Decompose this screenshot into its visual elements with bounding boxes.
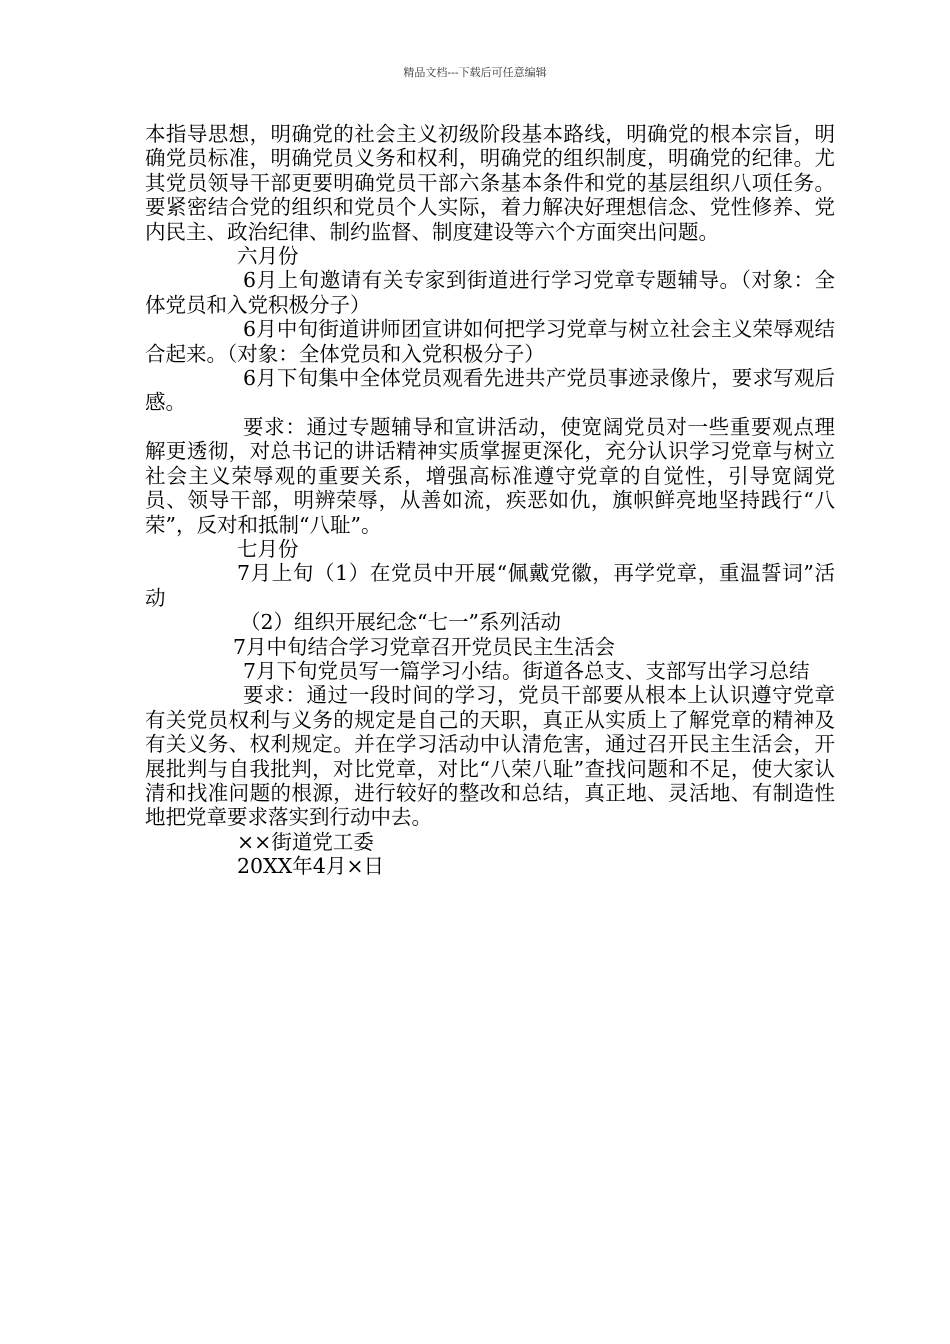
- paragraph-june-mid: 6月中旬街道讲师团宣讲如何把学习党章与树立社会主义荣辱观结合起来。（对象：全体党员和入党积极分子）: [145, 317, 835, 366]
- paragraph-july-early-item2: （2）组织开展纪念“七一”系列活动: [240, 610, 562, 635]
- signature-date: 20XX年4月×日: [237, 854, 384, 879]
- paragraph-july-mid: 7月中旬结合学习党章召开党员民主生活会: [233, 634, 616, 659]
- paragraph-guiding-thought: 本指导思想，明确党的社会主义初级阶段基本路线，明确党的根本宗旨，明确党员标准，明确党员义务和权利，明确党的组织制度，明确党的纪律。尤其党员领导干部更要明确党员干部六条基本条件和党的基层组织八项任务。要紧密结合党的组织和党员个人实际，着力解决好理想信念、党性修养、党内民主、政治纪律、制约监督、制度建设等六个方面突出问题。: [145, 122, 835, 244]
- paragraph-june-requirements: 要求：通过专题辅导和宣讲活动，使宽阔党员对一些重要观点理解更透彻，对总书记的讲话精神实质掌握更深化，充分认识学习党章与树立社会主义荣辱观的重要关系，增强高标准遵守党章的自觉性，引导宽阔党员、领导干部，明辨荣辱，从善如流，疾恶如仇，旗帜鲜亮地坚持践行“八荣”，反对和抵制“八耻”。: [145, 414, 835, 537]
- signature-organization: ××街道党工委: [237, 829, 374, 854]
- document-body: [145, 122, 835, 879]
- page-header: 精品文档---下载后可任意编辑: [403, 66, 547, 79]
- paragraph-june-late: 6月下旬集中全体党员观看先进共产党员事迹录像片，要求写观后感。: [145, 366, 835, 415]
- section-heading-june: 六月份: [237, 244, 299, 269]
- paragraph-june-early: 6月上旬邀请有关专家到街道进行学习党章专题辅导。（对象：全体党员和入党积极分子）: [145, 268, 835, 317]
- paragraph-july-early: 7月上旬（1）在党员中开展“佩戴党徽，再学党章，重温誓词”活动: [145, 561, 835, 610]
- paragraph-july-requirements: 要求：通过一段时间的学习，党员干部要从根本上认识遵守党章有关党员权利与义务的规定是自己的天职，真正从实质上了解党章的精神及有关义务、权利规定。并在学习活动中认清危害，通过召开民主生活会，开展批判与自我批判，对比党章，对比“八荣八耻”查找问题和不足，使大家认清和找准问题的根源，进行较好的整改和总结，真正地、灵活地、有制造性地把党章要求落实到行动中去。: [145, 683, 835, 830]
- section-heading-july: 七月份: [237, 536, 299, 561]
- paragraph-july-late: 7月下旬党员写一篇学习小结。街道各总支、支部写出学习总结: [243, 658, 810, 683]
